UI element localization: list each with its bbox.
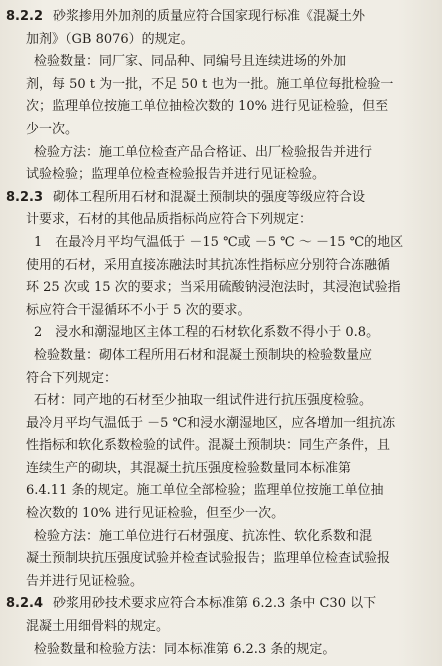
text-line [6, 164, 436, 187]
line-text: 加剂》（GB 8076）的规定。 [26, 31, 194, 47]
line-text: 使用的石材，采用直接冻融法时其抗冻性指标应分别符合冻融循 [26, 257, 391, 273]
text-line [6, 571, 436, 594]
line-text: 计要求，石材的其他品质指标尚应符合下列规定： [26, 212, 313, 228]
text-line [6, 503, 436, 526]
text-line [6, 232, 436, 255]
clause-number: 8.2.3 [6, 189, 44, 205]
line-text: 检验数量和检验方法：同本标准第 6.2.3 条的规定。 [34, 641, 336, 657]
line-text: 标应符合干湿循环不小于 5 次的要求。 [26, 302, 251, 318]
line-text: 次；监理单位按施工单位抽检次数的 10% 进行见证检验，但至 [26, 99, 389, 115]
text-line [6, 548, 436, 571]
line-text: 砂浆用砂技术要求应符合本标准第 6.2.3 条中 C30 以下 [53, 596, 377, 612]
line-text: 检验数量：同厂家、同品种、同编号且连续进场的外加 [34, 54, 347, 70]
text-line [6, 209, 436, 232]
text-line [6, 74, 436, 97]
text-line [6, 119, 436, 142]
text-line [6, 255, 436, 278]
text-line [6, 639, 436, 662]
line-text: 少一次。 [26, 121, 79, 137]
text-line [6, 29, 436, 52]
clause-number: 8.2.4 [6, 596, 44, 612]
line-text: 环 25 次或 15 次的要求；当采用硫酸钠浸泡法时，其浸泡试验指 [26, 280, 401, 296]
clause-heading-line [6, 593, 436, 616]
text-line [6, 277, 436, 300]
text-line [6, 526, 436, 549]
clause-heading-line [6, 6, 436, 29]
text-line [6, 322, 436, 345]
line-text: 连续生产的砌块，其混凝土抗压强度检验数量同本标准第 [26, 460, 352, 476]
text-line [6, 480, 436, 503]
line-text: 性指标和软化系数检验的试件。混凝土预制块：同生产条件，且 [26, 438, 391, 454]
line-text: 混凝土用细骨料的规定。 [26, 619, 170, 635]
text-line [6, 345, 436, 368]
text-line [6, 368, 436, 391]
line-text: 石材：同产地的石材至少抽取一组试件进行抗压强度检验。 [34, 393, 373, 409]
line-text: 砌体工程所用石材和混凝土预制块的强度等级应符合设 [53, 189, 366, 205]
line-text: 砂浆掺用外加剂的质量应符合国家现行标准《混凝土外 [53, 9, 366, 24]
text-line [6, 142, 436, 165]
line-text: 1 在最冷月平均气温低于 －15 ℃或 －5 ℃ ～ －15 ℃的地区 [34, 234, 404, 250]
text-line [6, 435, 436, 458]
text-line [6, 390, 436, 413]
line-text: 检验数量：砌体工程所用石材和混凝土预制块的检验数量应 [34, 347, 373, 363]
line-text: 检验方法：施工单位进行石材强度、抗冻性、软化系数和混 [34, 528, 373, 544]
line-text: 最冷月平均气温低于 －5 ℃和浸水潮湿地区，应各增加一组抗冻 [26, 415, 396, 431]
line-text: 试验检验；监理单位检查检验报告并进行见证检验。 [26, 167, 326, 183]
line-text: 检次数的 10% 进行见证检验，但至少一次。 [26, 506, 285, 522]
text-line [6, 96, 436, 119]
text-line [6, 458, 436, 481]
line-text: 6.4.11 条的规定。施工单位全部检验；监理单位按施工单位抽 [26, 483, 384, 499]
line-text: 检验方法：施工单位检查产品合格证、出厂检验报告并进行 [34, 144, 373, 160]
text-line [6, 300, 436, 323]
text-line [6, 413, 436, 436]
line-text: 剂，每 50 t 为一批，不足 50 t 也为一批。施工单位每批检验一 [26, 76, 394, 92]
clause-heading-line [6, 187, 436, 210]
text-line [6, 51, 436, 74]
line-text: 符合下列规定： [26, 370, 118, 386]
clause-number: 8.2.2 [6, 9, 44, 24]
line-text: 凝土预制块抗压强度试验并检查试验报告；监理单位检查试验报 [26, 551, 391, 567]
line-text: 告并进行见证检验。 [26, 573, 144, 589]
text-line [6, 616, 436, 639]
line-text: 2 浸水和潮湿地区主体工程的石材软化系数不得小于 0.8。 [34, 325, 380, 341]
body-text [6, 6, 436, 661]
